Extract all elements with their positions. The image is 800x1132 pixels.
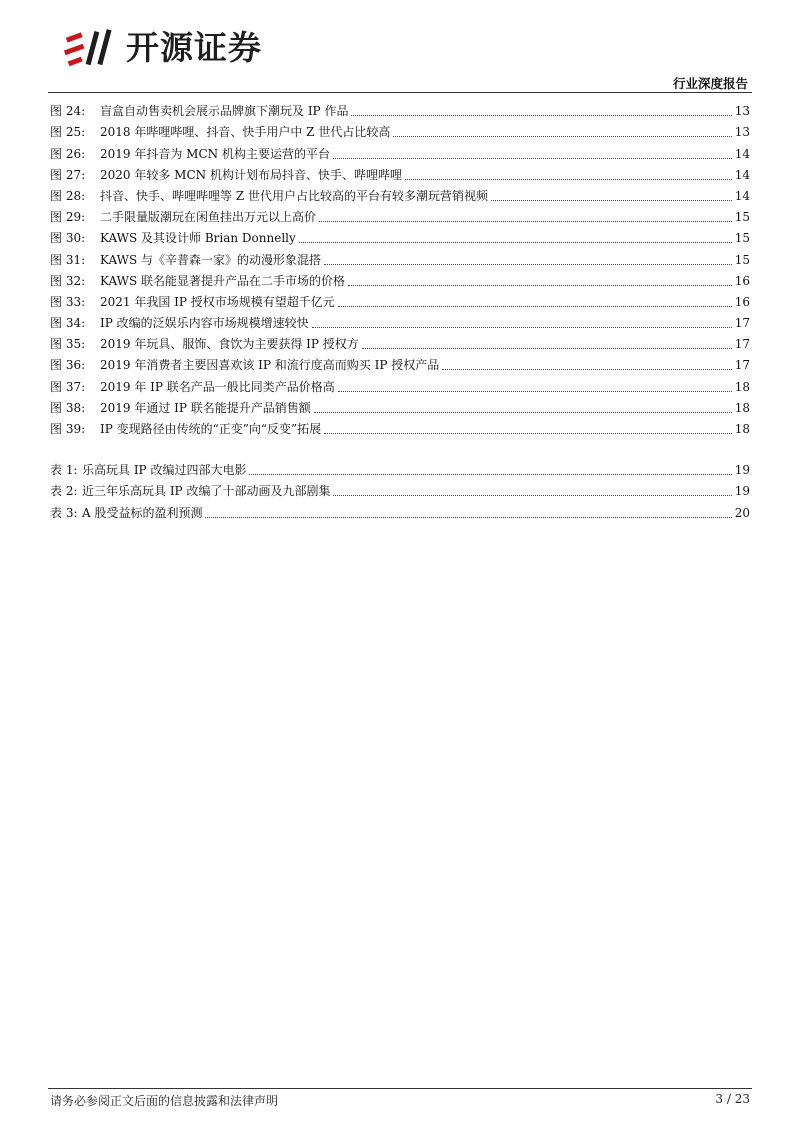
toc-entry-page: 13 xyxy=(734,125,750,140)
toc-entry-label: 图 33: xyxy=(50,294,86,309)
toc-entry-title: 2019 年抖音为 MCN 机构主要运营的平台 xyxy=(100,146,330,161)
toc-entry[interactable] xyxy=(50,183,750,204)
toc-entry-title: 2021 年我国 IP 授权市场规模有望超千亿元 xyxy=(100,294,335,309)
toc-leader-dots xyxy=(249,473,731,475)
toc-entry-page: 16 xyxy=(734,273,750,288)
toc-entry[interactable] xyxy=(50,352,750,373)
toc-entry[interactable] xyxy=(50,140,750,161)
toc-entry-label: 图 24: xyxy=(50,104,86,119)
toc-leader-dots xyxy=(333,157,732,159)
toc-entry-page: 20 xyxy=(734,505,750,520)
toc-entry[interactable] xyxy=(50,457,750,478)
toc-entry-page: 15 xyxy=(734,210,750,225)
logo-text: 开源证券 xyxy=(126,28,262,67)
toc-entry[interactable] xyxy=(50,373,750,394)
toc-entry-label: 图 37: xyxy=(50,379,86,394)
toc-entry[interactable] xyxy=(50,310,750,331)
toc-entry-page: 18 xyxy=(734,379,750,394)
toc-entry-title: 二手限量版潮玩在闲鱼挂出万元以上高价 xyxy=(100,210,317,225)
toc-entry-label: 表 2: xyxy=(50,484,78,499)
toc-entry-title: KAWS 及其设计师 Brian Donnelly xyxy=(100,231,296,246)
toc-entry-label: 图 38: xyxy=(50,400,86,415)
toc-entry-title: 2019 年玩具、服饰、食饮为主要获得 IP 授权方 xyxy=(100,337,359,352)
toc-entry-label: 图 34: xyxy=(50,316,86,331)
toc-entry-page: 16 xyxy=(734,294,750,309)
toc-entry[interactable] xyxy=(50,478,750,499)
toc-entry-label: 图 31: xyxy=(50,252,86,267)
toc-entry-page: 19 xyxy=(734,484,750,499)
toc-entry[interactable] xyxy=(50,119,750,140)
toc-entry-page: 13 xyxy=(734,104,750,119)
toc-entry[interactable] xyxy=(50,162,750,183)
toc-entry-page: 17 xyxy=(734,358,750,373)
toc-entry-label: 图 32: xyxy=(50,273,86,288)
toc-entry[interactable] xyxy=(50,268,750,289)
toc-entry-label: 图 27: xyxy=(50,167,86,182)
company-logo xyxy=(64,24,262,72)
toc-leader-dots xyxy=(491,199,732,201)
toc-entry-title: IP 变现路径由传统的“正变”向“反变”拓展 xyxy=(100,422,322,436)
toc-leader-dots xyxy=(314,411,732,413)
header-divider xyxy=(48,92,752,93)
toc-entry-title: KAWS 与《辛普森一家》的动漫形象混搭 xyxy=(100,252,322,267)
toc-entry-page: 19 xyxy=(734,463,750,478)
footer-disclaimer: 请务必参阅正文后面的信息披露和法律声明 xyxy=(50,1094,279,1108)
toc-entry-title: 2020 年较多 MCN 机构计划布局抖音、快手、哔哩哔哩 xyxy=(100,167,402,182)
toc-leader-dots xyxy=(338,305,732,307)
toc-entry-title: IP 改编的泛娱乐内容市场规模增速较快 xyxy=(100,316,309,331)
toc-leader-dots xyxy=(351,114,731,116)
toc-leader-dots xyxy=(393,135,731,137)
toc-entry-page: 14 xyxy=(734,188,750,203)
toc-entry-label: 图 39: xyxy=(50,422,86,436)
toc-leader-dots xyxy=(312,326,732,328)
page-number: 3 / 23 xyxy=(715,1092,750,1106)
toc-leader-dots xyxy=(333,494,731,496)
toc-entry-label: 图 26: xyxy=(50,146,86,161)
toc-entry-label: 图 25: xyxy=(50,125,86,140)
toc-entry[interactable] xyxy=(50,246,750,267)
toc-entry[interactable] xyxy=(50,416,750,437)
toc-leader-dots xyxy=(324,263,732,265)
toc-leader-dots xyxy=(405,178,732,180)
toc-entry-page: 17 xyxy=(734,337,750,352)
toc-entry[interactable] xyxy=(50,225,750,246)
toc-entry-title: 盲盒自动售卖机会展示品牌旗下潮玩及 IP 作品 xyxy=(100,104,349,119)
toc-entry-label: 图 29: xyxy=(50,210,86,225)
toc-leader-dots xyxy=(324,432,732,434)
toc-entry-page: 17 xyxy=(734,316,750,331)
toc-entry[interactable] xyxy=(50,395,750,416)
toc-entry-label: 图 36: xyxy=(50,358,86,373)
toc-entry-title: 2018 年哔哩哔哩、抖音、快手用户中 Z 世代占比较高 xyxy=(100,125,391,140)
toc-entry-label: 表 1: xyxy=(50,463,78,478)
toc-entry-page: 14 xyxy=(734,146,750,161)
toc-entry-title: A 股受益标的盈利预测 xyxy=(82,505,203,520)
toc-entry-title: 抖音、快手、哔哩哔哩等 Z 世代用户占比较高的平台有较多潮玩营销视频 xyxy=(100,188,488,203)
toc-entry-label: 图 28: xyxy=(50,188,86,203)
report-type-label: 行业深度报告 xyxy=(672,76,748,91)
toc-entry-title: KAWS 联名能显著提升产品在二手市场的价格 xyxy=(100,273,346,288)
toc-entry-label: 图 30: xyxy=(50,231,86,246)
company-logo-icon xyxy=(64,25,122,71)
toc-leader-dots xyxy=(299,241,732,243)
toc-entry-page: 18 xyxy=(734,400,750,415)
toc-entry[interactable] xyxy=(50,98,750,119)
toc-leader-dots xyxy=(319,220,732,222)
toc-leader-dots xyxy=(348,284,732,286)
toc-entry-label: 表 3: xyxy=(50,505,78,520)
toc-entry-title: 2019 年消费者主要因喜欢该 IP 和流行度高而购买 IP 授权产品 xyxy=(100,358,440,373)
toc-entry-title: 2019 年 IP 联名产品一般比同类产品价格高 xyxy=(100,379,335,394)
toc-entry-page: 18 xyxy=(734,422,750,436)
toc-entry[interactable] xyxy=(50,289,750,310)
toc-entry-title: 乐高玩具 IP 改编过四部大电影 xyxy=(82,463,247,478)
toc-entry-page: 15 xyxy=(734,252,750,267)
toc-leader-dots xyxy=(362,347,732,349)
toc-entry[interactable] xyxy=(50,331,750,352)
figure-list xyxy=(50,98,750,437)
table-list xyxy=(50,457,750,521)
toc-entry-page: 14 xyxy=(734,167,750,182)
toc-entry[interactable] xyxy=(50,499,750,520)
toc-entry[interactable] xyxy=(50,204,750,225)
toc-entry-page: 15 xyxy=(734,231,750,246)
footer-divider xyxy=(48,1088,752,1089)
toc-leader-dots xyxy=(338,390,732,392)
toc-entry-title: 2019 年通过 IP 联名能提升产品销售额 xyxy=(100,400,311,415)
toc-entry-label: 图 35: xyxy=(50,337,86,352)
toc-entry-title: 近三年乐高玩具 IP 改编了十部动画及九部剧集 xyxy=(82,484,331,499)
toc-leader-dots xyxy=(442,368,731,370)
toc-leader-dots xyxy=(205,516,731,518)
